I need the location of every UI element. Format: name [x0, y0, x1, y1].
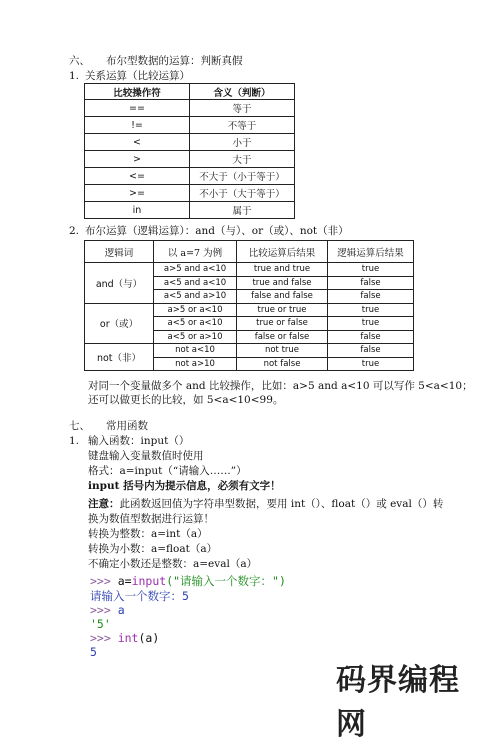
item-2-number: 2.: [69, 225, 80, 237]
compare-result-cell: false and false: [237, 290, 328, 304]
example-cell: not a>10: [154, 357, 237, 371]
example-cell: a>5 and a<10: [154, 263, 237, 277]
builtin-input: input: [131, 574, 167, 588]
meaning-cell: 不等于: [190, 117, 295, 134]
compare-result-cell: true or true: [237, 303, 328, 317]
comparison-operators-table: [84, 83, 295, 219]
operator-row: [85, 168, 295, 185]
operator-row: [85, 134, 295, 151]
note-paragraph-line-2: 换为数值型数据进行运算！: [88, 513, 214, 525]
input-format-line: 格式：a=input（“请输入……”）: [88, 465, 247, 477]
header-example: 以 a=7 为例: [154, 241, 237, 263]
code-output-2: '5': [90, 617, 111, 631]
boolean-operations-table: [84, 240, 414, 371]
convert-float-line: 转换为小数：a=float（a）: [88, 543, 218, 555]
operator-row: [85, 202, 295, 219]
note-text: 此函数返回值为字符串型数据，要用 int（）、float（）或 eval（）转: [119, 498, 444, 510]
note-label: 注意：: [88, 498, 120, 510]
prompt: >>>: [90, 631, 111, 645]
logic-result-cell: true: [328, 317, 414, 331]
compare-result-cell: not false: [237, 357, 328, 371]
code-var: a: [110, 603, 125, 617]
logic-row: [85, 344, 414, 358]
input-warning-line: input 括号内为提示信息，必须有文字！: [88, 480, 281, 492]
note-line-2: 还可以做更长的比较，如 5<a<10<99。: [88, 394, 284, 406]
meaning-cell: 等于: [190, 100, 295, 117]
note-line-1: 对同一个变量做多个 and 比较操作，比如：a>5 and a<10 可以写作 5<a<10；: [88, 380, 473, 392]
operator-cell: <=: [85, 168, 190, 185]
example-cell: a>5 or a<10: [154, 303, 237, 317]
logic-row: [85, 263, 414, 277]
example-cell: a<5 or a>10: [154, 330, 237, 344]
header-operator: 比较操作符: [85, 84, 190, 100]
operator-cell: ==: [85, 100, 190, 117]
logic-word-cell: or（或）: [85, 303, 154, 344]
compare-result-cell: false or false: [237, 330, 328, 344]
section-7-number: 七、: [69, 420, 90, 432]
code-arg: (a): [138, 631, 160, 645]
code-line-5: [90, 631, 159, 645]
logic-result-cell: false: [328, 290, 414, 304]
s7-item-1-number: 1.: [69, 435, 80, 447]
example-cell: not a<10: [154, 344, 237, 358]
operator-row: [85, 100, 295, 117]
logic-word-cell: not（非）: [85, 344, 154, 371]
compare-result-cell: true or false: [237, 317, 328, 331]
operator-row: [85, 151, 295, 168]
logic-result-cell: true: [328, 263, 414, 277]
section-7-title: 常用函数: [106, 420, 148, 432]
logic-result-cell: false: [328, 344, 414, 358]
input-usage-line: 键盘输入变量数值时使用: [88, 450, 204, 462]
compare-result-cell: not true: [237, 344, 328, 358]
watermark-logo: 码界编程网: [336, 663, 460, 742]
logic-result-cell: true: [328, 357, 414, 371]
code-line-3: [90, 603, 125, 617]
item-1-number: 1.: [69, 70, 80, 82]
operator-cell: >=: [85, 185, 190, 202]
note-paragraph: [88, 498, 443, 511]
meaning-cell: 小于: [190, 134, 295, 151]
meaning-cell: 不小于（大于等于）: [190, 185, 295, 202]
example-cell: a<5 or a<10: [154, 317, 237, 331]
example-cell: a<5 and a>10: [154, 290, 237, 304]
operator-cell: >: [85, 151, 190, 168]
code-output-3: 5: [90, 645, 97, 659]
header-logic-result: 逻辑运算后结果: [328, 241, 414, 263]
logic-result-cell: true: [328, 303, 414, 317]
code-output-1: 请输入一个数字：5: [90, 589, 189, 603]
prompt: >>>: [90, 603, 111, 617]
operator-cell: !=: [85, 117, 190, 134]
operator-cell: <: [85, 134, 190, 151]
code-assign: a=: [110, 574, 132, 588]
s7-item-1-title: 输入函数：input（）: [88, 435, 190, 447]
compare-result-cell: true and false: [237, 276, 328, 290]
convert-int-line: 转换为整数：a=int（a）: [88, 528, 208, 540]
meaning-cell: 属于: [190, 202, 295, 219]
operator-row: [85, 185, 295, 202]
logic-row: [85, 303, 414, 317]
operator-row: [85, 117, 295, 134]
logic-result-cell: false: [328, 276, 414, 290]
header-compare-result: 比较运算后结果: [237, 241, 328, 263]
item-1-title: 关系运算（比较运算）: [85, 70, 190, 82]
string-literal: ("请输入一个数字："): [166, 574, 286, 588]
builtin-int: int: [110, 631, 139, 645]
convert-eval-line: 不确定小数还是整数：a=eval（a）: [88, 558, 258, 570]
prompt: >>>: [90, 574, 111, 588]
section-6-title: 布尔型数据的运算：判断真假: [106, 55, 243, 67]
item-2-title: 布尔运算（逻辑运算）：and（与）、or（或）、not（非）: [85, 225, 349, 237]
meaning-cell: 不大于（小于等于）: [190, 168, 295, 185]
example-cell: a<5 and a<10: [154, 276, 237, 290]
header-meaning: 含义（判断）: [190, 84, 295, 100]
header-logic-word: 逻辑词: [85, 241, 154, 263]
logic-result-cell: false: [328, 330, 414, 344]
section-6-number: 六、: [69, 55, 90, 67]
meaning-cell: 大于: [190, 151, 295, 168]
compare-result-cell: true and true: [237, 263, 328, 277]
logic-word-cell: and（与）: [85, 263, 154, 304]
operator-cell: in: [85, 202, 190, 219]
code-line-1: [90, 574, 286, 588]
